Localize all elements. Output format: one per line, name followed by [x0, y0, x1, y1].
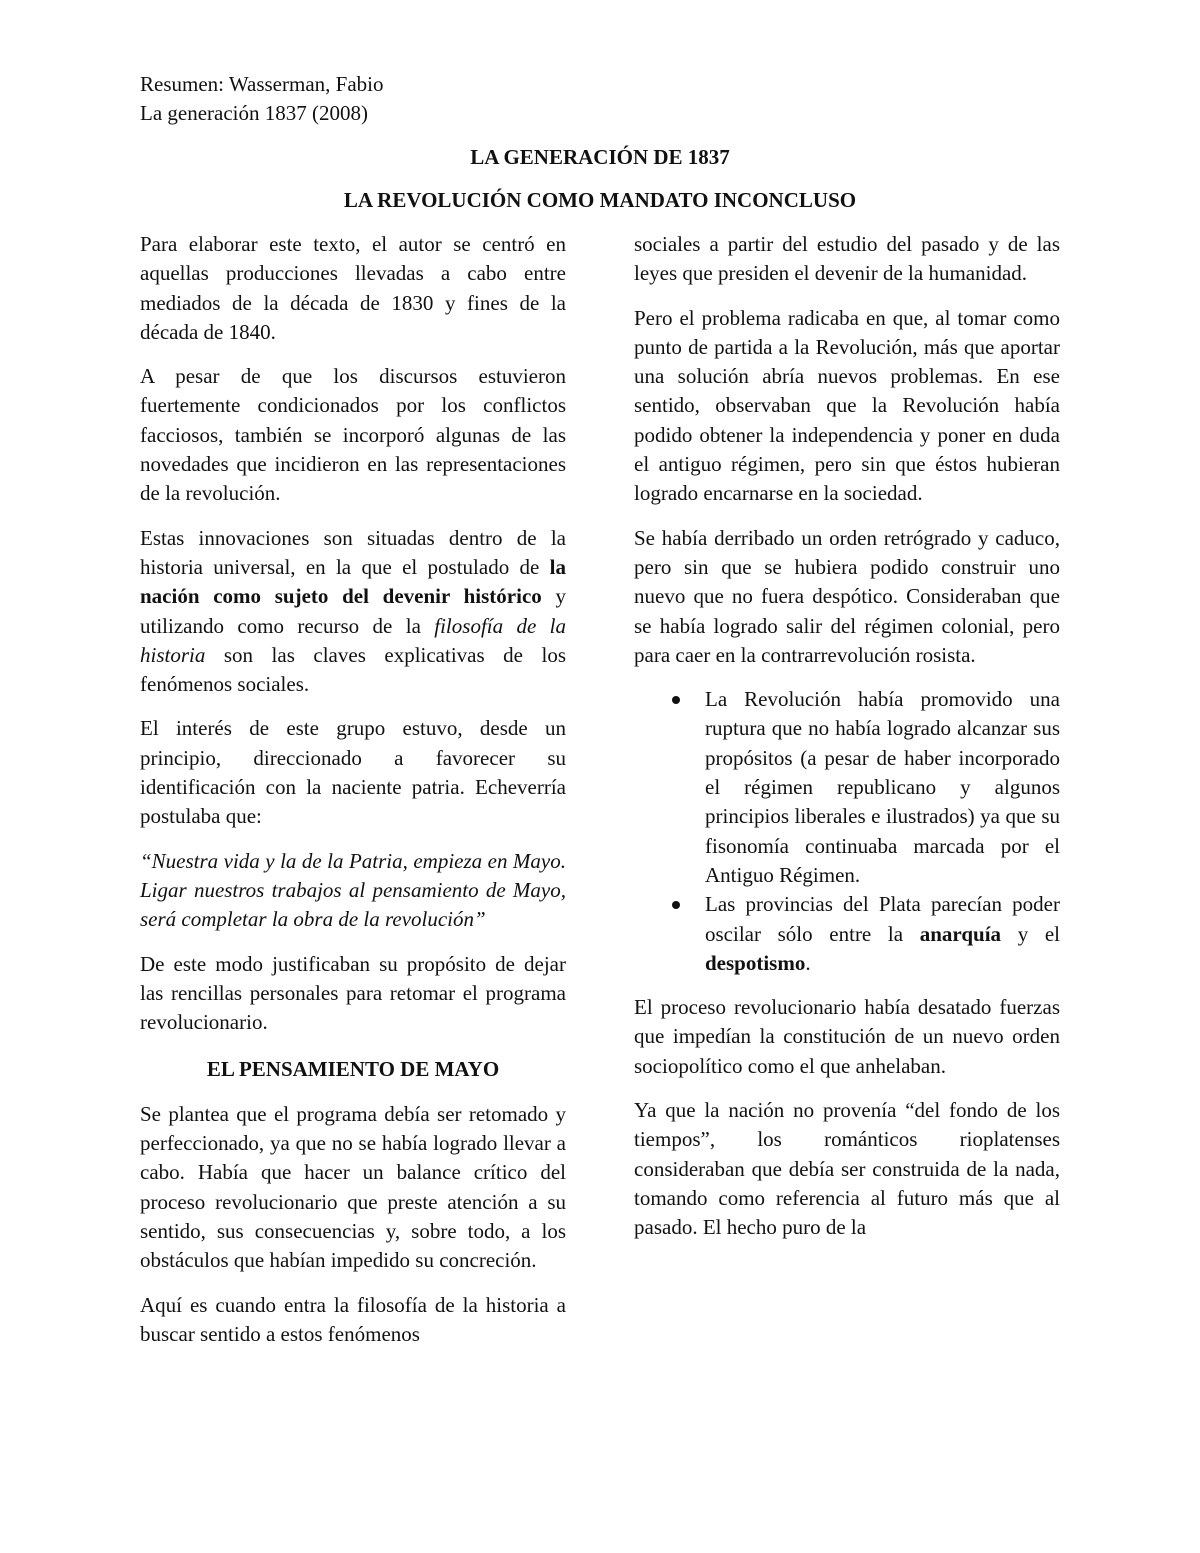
bold-word: despotismo	[705, 950, 806, 975]
header-author-line: Resumen: Wasserman, Fabio	[140, 72, 384, 96]
list-item-text: Las provincias del Plata parecían poder oscilar sólo entre la	[705, 892, 1060, 946]
paragraph: Ya que la nación no provenía “del fondo de los tiempos”, los románticos rioplatenses consideraban que debía ser construida de la nada, tomando como referencia al futuro más que al pasado. El hecho puro de la	[634, 1098, 1060, 1240]
document-title: LA GENERACIÓN DE 1837	[470, 145, 730, 169]
document-header	[140, 70, 383, 128]
paragraph: El proceso revolucionario había desatado fuerzas que impedían la constitución de un nuevo orden sociopolítico como el que anhelaban.	[634, 995, 1060, 1078]
bullet-icon	[672, 696, 680, 704]
list-item-text: .	[805, 950, 811, 975]
document-subtitle: LA REVOLUCIÓN COMO MANDATO INCONCLUSO	[343, 188, 857, 212]
paragraph-text: son las claves explicativas de los fenómenos sociales.	[140, 642, 567, 697]
paragraph: El interés de este grupo estuvo, desde un principio, direccionado a favorecer su identificación con la naciente patria. Echeverría postulaba que:	[140, 716, 566, 829]
bold-phrase: la nación como sujeto del devenir histórico	[140, 554, 566, 609]
paragraph: Se había derribado un orden retrógrado y caduco, pero sin que se hubiera podido construir uno nuevo que no fuera despótico. Consideraban que se había logrado salir del régimen colonial, pero para caer en la contrarrevolución rosista.	[634, 525, 1060, 667]
paragraph: Se plantea que el programa debía ser retomado y perfeccionado, ya que no se había logrado llevar a cabo. Había que hacer un balance crítico del proceso revolucionario que preste atención a su sentido, sus consecuencias y, sobre todo, a los obstáculos que habían impedido su concreción.	[140, 1101, 566, 1273]
italic-phrase: filosofía de la historia	[140, 613, 567, 667]
header-work-line: La generación 1837 (2008)	[140, 101, 368, 125]
paragraph: Pero el problema radicaba en que, al tomar como punto de partida a la Revolución, más que aportar una solución abría nuevos problemas. En ese sentido, observaban que la Revolución había podido obtener la independencia y poner en duda el antiguo régimen, pero sin que éstos hubieran logrado encarnarse en la sociedad.	[634, 305, 1060, 506]
paragraph: Para elaborar este texto, el autor se centró en aquellas producciones llevadas a cabo entre mediados de la década de 1830 y fines de la década de 1840.	[140, 232, 566, 344]
paragraph	[140, 524, 566, 700]
quote: “Nuestra vida y la de la Patria, empieza en Mayo. Ligar nuestros trabajos al pensamiento de Mayo, será completar la obra de la revolución”	[140, 848, 566, 932]
list-item-text: La Revolución había promovido una ruptura que no había logrado alcanzar sus propósitos (a pesar de haber incorporado el régimen republicano y algunos principios liberales e ilustrados) ya que su fisonomía continuaba marcada por el Antiguo Régimen.	[705, 687, 1060, 887]
paragraph: sociales a partir del estudio del pasado y de las leyes que presiden el devenir de la humanidad.	[634, 232, 1060, 286]
bold-word: anarquía	[919, 921, 1002, 946]
paragraph-text: y utilizando como recurso de la	[140, 584, 566, 638]
right-column	[634, 230, 1060, 1258]
paragraph: De este modo justificaban su propósito de dejar las rencillas personales para retomar el programa revolucionario.	[140, 951, 566, 1035]
section-heading: EL PENSAMIENTO DE MAYO	[206, 1057, 500, 1082]
left-column	[140, 230, 566, 1364]
list-item-text: y el	[1017, 921, 1061, 946]
list-item	[634, 890, 1060, 978]
bullet-icon	[672, 901, 680, 909]
paragraph-text: Estas innovaciones son situadas dentro de la historia universal, en la que el postulado de	[140, 525, 566, 579]
paragraph: A pesar de que los discursos estuvieron fuertemente condicionados por los conflictos facciosos, también se incorporó algunas de las novedades que incidieron en las representaciones de la revolución.	[140, 364, 566, 506]
list-item	[634, 685, 1060, 890]
paragraph: Aquí es cuando entra la filosofía de la historia a buscar sentido a estos fenómenos	[140, 1292, 566, 1346]
bullet-list	[634, 685, 1060, 978]
